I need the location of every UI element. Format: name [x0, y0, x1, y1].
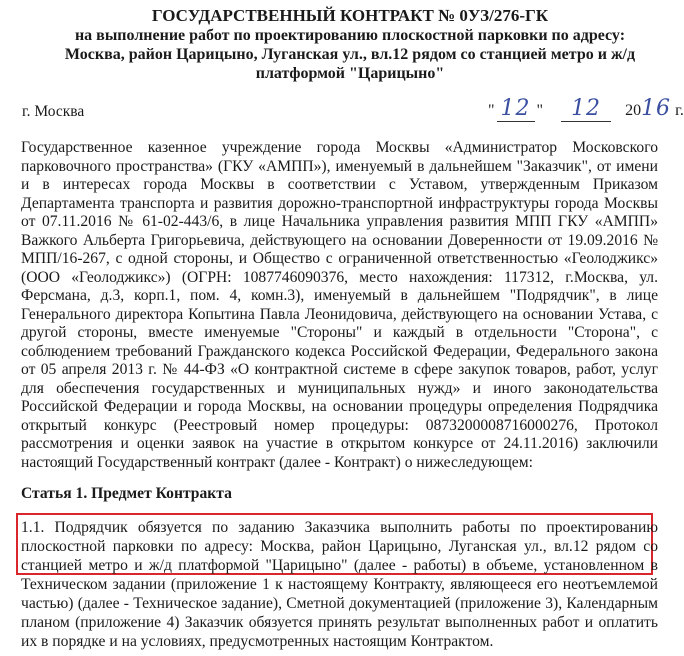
preamble-paragraph: Государственное казенное учреждение города Москвы «Администратор Московского парковочного пространства» (ГКУ «АМПП»), именуемый в дальнейшем "Заказчик", от имени и в интересах города Москвы в соответствии с Уставом, утвержденным Приказом Департамента транспорта и развития дорожно-транспортной инфраструктуры города Москвы от 07.11.2016 № 61-02-443/6, в лице Начальника управления развития МПП ГКУ «АМПП» Важкого Альберта Григорьевича, действующего на основании Доверенности от 19.09.2016 № МПП/16-267, с одной стороны, и Общество с ограниченной ответственностью «Геолоджикс» (ООО «Геолоджикс») (ОГРН: 1087746090376, место нахождения: 117312, г.Москва, ул. Ферсмана, д.3, корп.1, пом. 4, комн.3), именуемый в дальнейшем "Подрядчик", в лице Генерального директора Копытина Павла Леонидовича, действующего на основании Устава, с другой стороны, вместе именуемые "Стороны" и каждый в отдельности "Сторона", с соблюдением требований Гражданского кодекса Российской Федерации, Федерального закона от 05 апреля 2013 г. № 44-ФЗ «О контрактной системе в сфере закупок товаров, работ, услуг для обеспечения государственных и муниципальных нужд» и иного законодательства Российской Федерации и города Москвы, на основании процедуры определения Подрядчика открытый конкурс (Реестровый номер процедуры: 0873200008716000276, Протокол рассмотрения и оценки заявок на участие в открытом конкурсе от 24.11.2016) заключили настоящий Государственный контракт (далее - Контракт) о нижеследующем: [21, 139, 658, 471]
contract-title: ГОСУДАРСТВЕННЫЙ КОНТРАКТ № 0УЗ/276-ГК [151, 6, 549, 25]
date-open-quote: " [488, 102, 495, 119]
clause-1-1: 1.1. Подрядчик обязуется по заданию Заказчика выполнить работы по проектированию плоскостной парковки по адресу: Москва, район Царицыно, Луганская ул., вл.12 рядом со станцией метро и ж/д платформой "Царицыно" (далее - работы) в объеме, установленном в Техническом задании (приложение 1 к настоящему Контракту, являющееся его неотъемлемой частью) (далее - Техническое задание), Сметной документацией (приложение 3), Календарным планом (приложение 4) Заказчик обязуется принять результат выполненных работ и оплатить их в порядке и на условиях, предусмотренных настоящим Контрактом. [21, 519, 658, 650]
contract-date [488, 96, 684, 122]
subtitle-line-2: Москва, район Царицыно, Луганская ул., вл.12 рядом со станцией метро и ж/д [64, 46, 636, 63]
date-year-mark: г. [675, 102, 684, 119]
subtitle-line-3: платформой "Царицыно" [255, 65, 445, 82]
date-year-prefix: 20 [625, 102, 642, 119]
subtitle-line-1: на выполнение работ по проектированию плоскостной парковки по адресу: [74, 27, 626, 44]
title-block [40, 6, 660, 83]
article-1-title: Статья 1. Предмет Контракта [21, 485, 232, 502]
date-day-handwritten: 12 [497, 96, 535, 122]
date-close-quote: " [536, 102, 544, 119]
date-month-handwritten: 12 [561, 96, 611, 122]
date-year-handwritten: 16 [641, 96, 672, 121]
city: г. Москва [22, 103, 85, 120]
